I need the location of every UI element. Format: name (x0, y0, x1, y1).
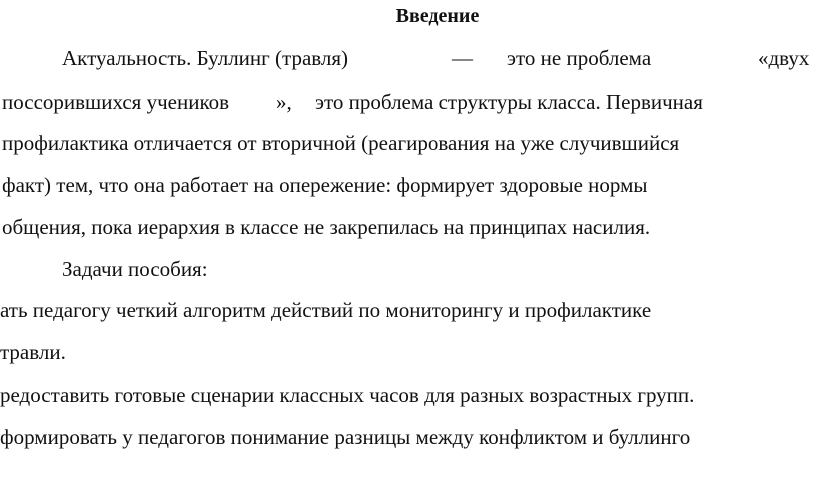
paragraph-1-line-1-text-b: это не проблема (507, 46, 652, 70)
paragraph-1-line-2-text-b: », (276, 90, 292, 114)
paragraph-1-line-5: общения, пока иерархия в классе не закрепилась на принципах насилия. (2, 215, 651, 239)
em-dash: — (452, 46, 473, 70)
paragraph-1-line-2-text-a: поссорившихся учеников (2, 90, 230, 114)
task-1-line-2: травли. (0, 340, 66, 364)
paragraph-1-line-2 (0, 90, 816, 114)
paragraph-1-line-1 (0, 46, 816, 70)
document-title: Введение (395, 5, 480, 27)
paragraph-1-line-3: профилактика отличается от вторичной (реагирования на уже случившийся (2, 131, 680, 155)
task-1-line-1: ать педагогу четкий алгоритм действий по мониторингу и профилактике (0, 298, 652, 322)
paragraph-1-line-4: факт) тем, что она работает на опережение: формирует здоровые нормы (2, 173, 648, 197)
task-3-line-1: формировать у педагогов понимание разницы между конфликтом и буллинго (0, 425, 691, 449)
paragraph-1-line-1-text-a: Актуальность. Буллинг (травля) (62, 46, 349, 70)
paragraph-1-line-1-text-c: «двух (758, 46, 810, 70)
tasks-heading: Задачи пособия: (62, 257, 208, 281)
task-2-line-1: редоставить готовые сценарии классных часов для разных возрастных групп. (0, 383, 695, 407)
paragraph-1-line-2-text-c: это проблема структуры класса. Первичная (315, 90, 703, 114)
